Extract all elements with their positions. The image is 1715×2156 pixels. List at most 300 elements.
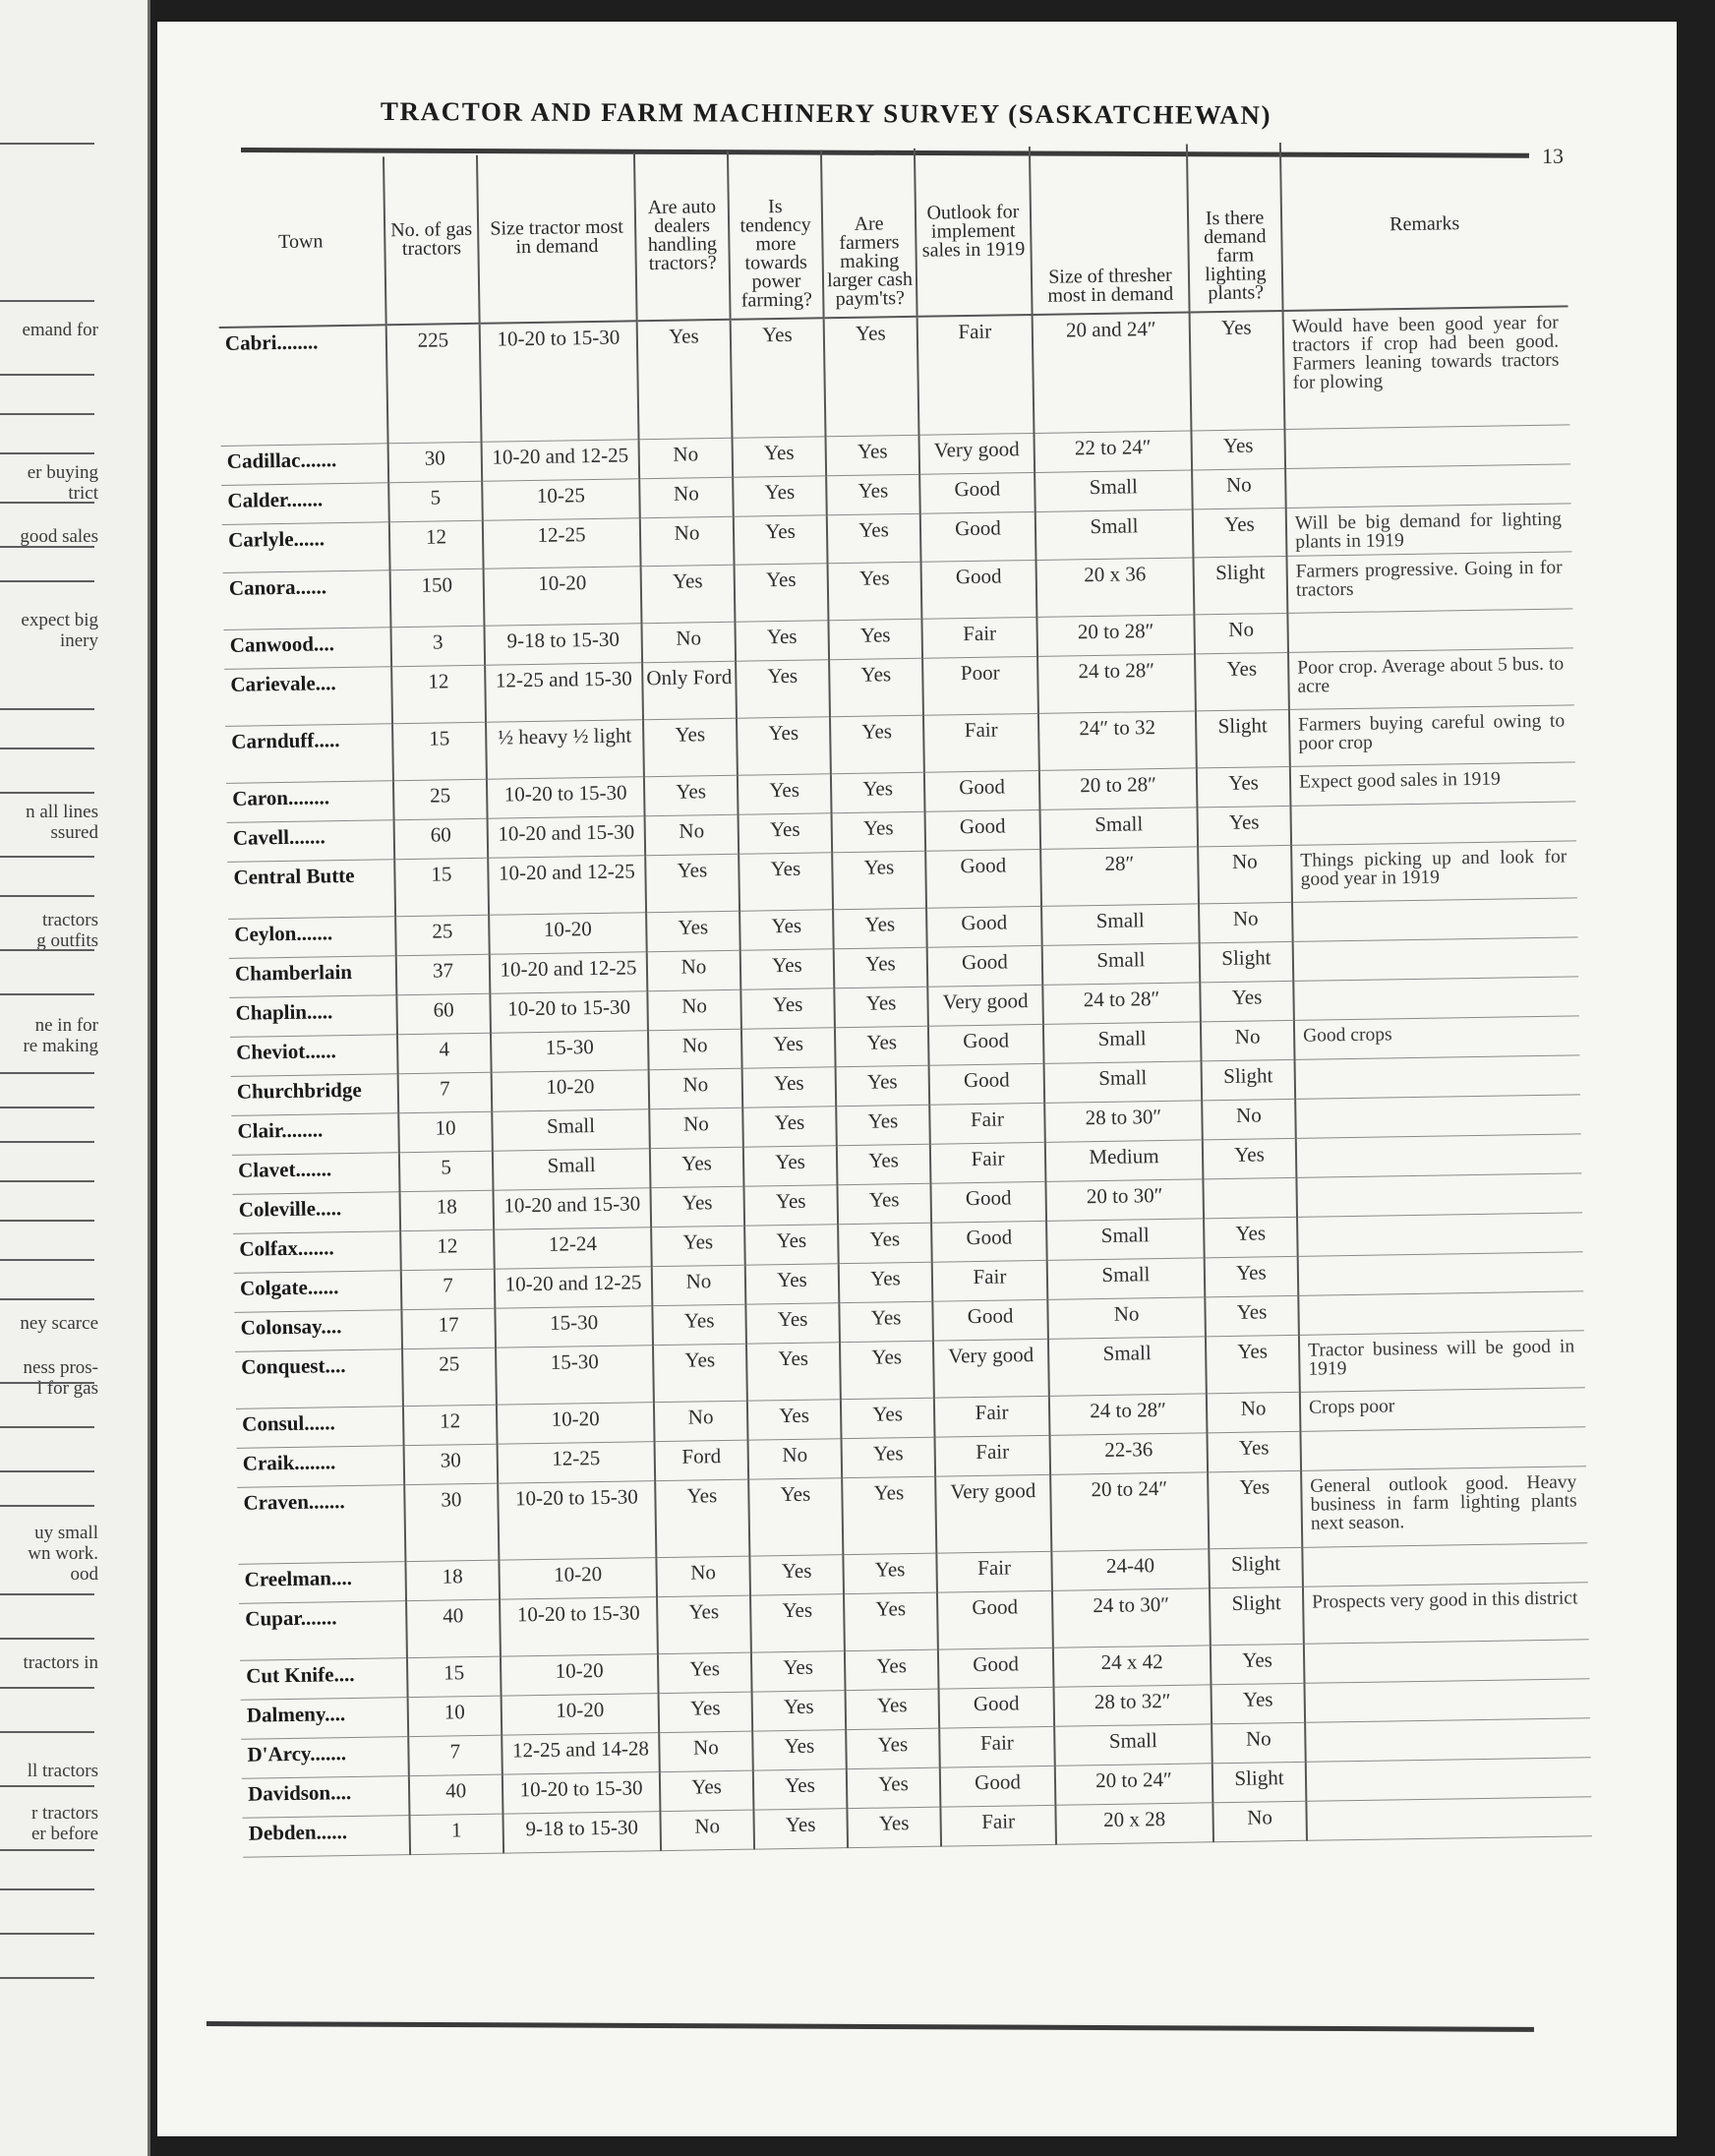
size-cell: 12-25 and 14-28 <box>502 1732 660 1774</box>
left-page-rule <box>0 1470 94 1472</box>
header-auto-dealers: Are auto dealers handling tractors? <box>634 151 731 321</box>
town-cell: Davidson.... <box>242 1775 410 1818</box>
town-cell: Consul...... <box>236 1406 404 1448</box>
remarks-cell <box>1293 976 1579 1020</box>
cash-payments-cell: Yes <box>838 1223 932 1263</box>
thresher-cell: 20 to 28″ <box>1039 767 1198 809</box>
remarks-cell: General outlook good. Heavy business in farm lighting plants next season. <box>1301 1466 1587 1547</box>
auto-dealers-cell: Ford <box>655 1440 749 1480</box>
thresher-cell: Small <box>1054 1723 1212 1766</box>
left-page-rule <box>0 1687 94 1689</box>
lighting-cell: Yes <box>1206 1335 1300 1393</box>
cash-payments-cell: Yes <box>826 474 920 514</box>
thresher-cell: Small <box>1048 1336 1207 1396</box>
lighting-cell: No <box>1212 1722 1306 1763</box>
town-cell: Cavell....... <box>227 819 395 862</box>
lighting-cell: Yes <box>1195 652 1289 710</box>
tractors-cell: 30 <box>404 1444 499 1484</box>
thresher-cell: 20 to 28″ <box>1036 614 1195 656</box>
lighting-cell: No <box>1201 1020 1295 1060</box>
power-farming-cell: Yes <box>747 1399 842 1439</box>
auto-dealers-cell: Yes <box>641 565 736 623</box>
power-farming-cell: Yes <box>745 1263 840 1303</box>
size-cell: 15-30 <box>495 1305 653 1348</box>
left-page-rule <box>0 1259 94 1261</box>
tractors-cell: 12 <box>400 1229 495 1270</box>
left-page-fragment: er buying trict <box>27 462 98 504</box>
thresher-cell: 24 x 42 <box>1053 1645 1212 1687</box>
thresher-cell: 20 x 28 <box>1055 1802 1213 1844</box>
size-cell: 15-30 <box>496 1345 654 1405</box>
size-cell: Small <box>493 1148 651 1190</box>
town-cell: Clavet....... <box>232 1152 400 1194</box>
outlook-cell: Poor <box>922 656 1038 715</box>
remarks-cell <box>1287 608 1573 652</box>
tractors-cell: 30 <box>388 442 483 482</box>
outlook-cell: Fair <box>939 1726 1055 1767</box>
size-cell: 10-20 to 15-30 <box>490 990 648 1033</box>
lighting-cell: Yes <box>1203 1138 1297 1178</box>
thresher-cell: 20 and 24″ <box>1033 312 1192 432</box>
left-page-rule <box>0 856 94 858</box>
cash-payments-cell: Yes <box>828 562 922 620</box>
cash-payments-cell: Yes <box>832 851 926 909</box>
size-cell: 10-20 <box>489 912 647 954</box>
auto-dealers-cell: No <box>660 1810 754 1850</box>
left-page-rule <box>0 143 94 145</box>
power-farming-cell: Yes <box>738 773 832 813</box>
cash-payments-cell: Yes <box>842 1476 936 1554</box>
thresher-cell: No <box>1047 1296 1206 1339</box>
auto-dealers-cell: No <box>641 622 736 662</box>
lighting-cell: Yes <box>1205 1256 1299 1296</box>
auto-dealers-cell: Yes <box>645 854 739 912</box>
cash-payments-cell: Yes <box>841 1398 935 1438</box>
town-cell: Clair........ <box>231 1112 399 1155</box>
lighting-cell: Yes <box>1193 508 1287 557</box>
lighting-cell: Yes <box>1205 1295 1299 1336</box>
cash-payments-cell: Yes <box>827 513 921 563</box>
thresher-cell: 20 to 24″ <box>1050 1471 1209 1551</box>
left-page-rule <box>0 1072 94 1074</box>
outlook-cell: Fair <box>932 1260 1048 1301</box>
cash-payments-cell: Yes <box>847 1807 941 1847</box>
power-farming-cell: Yes <box>746 1342 841 1400</box>
left-page-rule <box>0 1505 94 1507</box>
size-cell: 10-20 to 15-30 <box>480 321 639 441</box>
left-page-rule <box>0 1638 94 1640</box>
outlook-cell: Fair <box>930 1142 1046 1183</box>
cash-payments-cell: Yes <box>830 715 924 773</box>
cash-payments-cell: Yes <box>828 619 922 659</box>
size-cell: 10-20 and 12-25 <box>488 855 646 915</box>
size-cell: 15-30 <box>491 1030 649 1072</box>
remarks-cell <box>1300 1426 1586 1470</box>
town-cell: Cut Knife.... <box>240 1657 408 1700</box>
lighting-cell: Yes <box>1190 311 1285 430</box>
cash-payments-cell: Yes <box>836 1065 930 1106</box>
auto-dealers-cell: No <box>645 814 739 855</box>
lighting-cell: No <box>1199 902 1293 942</box>
left-page-fragment: ne in for re making <box>23 1015 98 1056</box>
outlook-cell: Good <box>926 906 1042 947</box>
lighting-cell: Yes <box>1197 766 1291 807</box>
power-farming-cell: Yes <box>743 1145 838 1185</box>
left-page-rule <box>0 895 94 897</box>
tractors-cell: 5 <box>388 481 483 521</box>
thresher-cell: 22-36 <box>1049 1432 1208 1474</box>
outlook-cell: Very good <box>918 433 1035 474</box>
lighting-cell: No <box>1198 845 1292 903</box>
power-farming-cell: Yes <box>733 436 827 476</box>
power-farming-cell: Yes <box>735 620 829 660</box>
tractors-cell: 25 <box>402 1348 497 1406</box>
left-page-fragment: emand for <box>22 320 98 340</box>
thresher-cell: Small <box>1042 942 1201 985</box>
outlook-cell: Good <box>929 1063 1045 1105</box>
town-cell: Ceylon....... <box>228 916 396 958</box>
cash-payments-cell: Yes <box>839 1262 933 1302</box>
power-farming-cell: No <box>748 1438 843 1478</box>
auto-dealers-cell: Yes <box>657 1595 751 1653</box>
tractors-cell: 40 <box>406 1599 501 1657</box>
thresher-cell: 20 to 30″ <box>1045 1178 1204 1221</box>
town-cell: Calder....... <box>221 482 389 524</box>
size-cell: 12-25 <box>483 517 641 569</box>
auto-dealers-cell: Yes <box>658 1652 752 1693</box>
auto-dealers-cell: Only Ford <box>642 661 737 719</box>
thresher-cell: 24 to 28″ <box>1042 982 1201 1024</box>
page-number: 13 <box>1542 144 1564 168</box>
left-page-fragment: tractors g outfits <box>36 910 98 951</box>
left-page-rule <box>0 1977 94 1979</box>
outlook-cell: Good <box>937 1590 1053 1649</box>
power-farming-cell: Yes <box>740 988 835 1028</box>
tractors-cell: 15 <box>407 1656 502 1697</box>
cash-payments-cell: Yes <box>833 908 927 948</box>
town-cell: Carlyle...... <box>222 521 390 572</box>
outlook-cell: Very good <box>935 1474 1051 1553</box>
tractors-cell: 15 <box>392 722 487 780</box>
outlook-cell: Good <box>921 560 1037 619</box>
size-cell: 10-20 and 15-30 <box>488 815 646 858</box>
auto-dealers-cell: Yes <box>637 320 733 439</box>
size-cell: 9-18 to 15-30 <box>484 623 642 665</box>
remarks-cell <box>1296 1133 1582 1177</box>
town-cell: Central Butte <box>227 859 395 919</box>
remarks-cell: Crops poor <box>1300 1387 1586 1431</box>
left-page-rule <box>0 1731 94 1733</box>
thresher-cell: 24 to 28″ <box>1049 1393 1208 1435</box>
power-farming-cell: Yes <box>742 1066 837 1107</box>
tractors-cell: 30 <box>404 1483 499 1561</box>
left-page-rule <box>0 1785 94 1787</box>
left-page-rule <box>0 300 94 302</box>
left-page-fragment: uy small wn work. ood <box>28 1523 98 1585</box>
outlook-cell: Fair <box>929 1103 1045 1144</box>
town-cell: Cadillac....... <box>221 443 389 485</box>
power-farming-cell: Yes <box>736 659 830 717</box>
remarks-cell <box>1304 1639 1590 1683</box>
thresher-cell: 20 x 36 <box>1035 557 1194 617</box>
outlook-cell: Good <box>920 511 1036 562</box>
lighting-cell: Slight <box>1212 1762 1307 1802</box>
power-farming-cell: Yes <box>749 1554 844 1594</box>
cash-payments-cell: Yes <box>842 1437 936 1477</box>
tractors-cell: 12 <box>389 520 484 569</box>
auto-dealers-cell: Yes <box>650 1147 744 1187</box>
tractors-cell: 225 <box>386 324 482 443</box>
remarks-cell <box>1296 1172 1582 1217</box>
town-cell: Colgate...... <box>234 1270 402 1312</box>
remarks-cell <box>1285 463 1571 508</box>
lighting-cell: Yes <box>1204 1217 1298 1257</box>
power-farming-cell: Yes <box>750 1593 845 1651</box>
lighting-cell: No <box>1192 468 1286 509</box>
town-cell: D'Arcy....... <box>241 1736 409 1778</box>
tractors-cell: 60 <box>394 818 489 859</box>
lighting-cell: No <box>1207 1392 1301 1432</box>
size-cell: 10-20 <box>484 566 642 626</box>
town-cell: Canwood.... <box>224 627 392 669</box>
cash-payments-cell: Yes <box>846 1728 940 1768</box>
outlook-cell: Good <box>925 849 1041 908</box>
header-outlook: Outlook for implement sales in 1919 <box>915 147 1033 317</box>
lighting-cell: Yes <box>1208 1470 1302 1548</box>
lighting-cell: Yes <box>1200 981 1294 1021</box>
left-page-fragment: ll tractors <box>27 1761 98 1781</box>
left-page-rule <box>0 1933 94 1935</box>
left-page-rule <box>0 1888 94 1890</box>
remarks-cell <box>1298 1251 1584 1295</box>
remarks-cell <box>1298 1290 1584 1335</box>
left-page-rule <box>0 708 94 710</box>
size-cell: 10-20 to 15-30 <box>498 1480 656 1560</box>
lighting-cell: No <box>1194 613 1288 653</box>
size-cell: 10-20 <box>501 1653 659 1696</box>
size-cell: ½ heavy ½ light <box>486 719 644 779</box>
left-page-rule <box>0 1426 94 1428</box>
size-cell: 10-20 <box>499 1557 657 1599</box>
lighting-cell: No <box>1202 1099 1296 1139</box>
tractors-cell: 10 <box>398 1111 493 1152</box>
survey-table <box>216 138 1592 1857</box>
left-page-rule <box>0 374 94 376</box>
auto-dealers-cell: Yes <box>646 911 740 951</box>
power-farming-cell: Yes <box>731 318 826 437</box>
auto-dealers-cell: Yes <box>650 1186 744 1227</box>
size-cell: 12-25 <box>498 1441 656 1483</box>
cash-payments-cell: Yes <box>837 1144 931 1184</box>
remarks-cell <box>1305 1717 1591 1762</box>
tractors-cell: 17 <box>401 1308 496 1348</box>
cash-payments-cell: Yes <box>836 1105 930 1145</box>
tractors-cell: 1 <box>409 1814 503 1854</box>
town-cell: Cheviot...... <box>230 1034 398 1076</box>
size-cell: 10-20 <box>497 1402 655 1444</box>
cash-payments-cell: Yes <box>845 1649 939 1690</box>
header-lighting: Is there demand farm lighting plants? <box>1187 143 1283 312</box>
outlook-cell: Fair <box>936 1551 1052 1592</box>
left-page-rule <box>0 792 94 794</box>
remarks-cell: Would have been good year for tractors if crop had been good. Farmers leaning towards tractors for plowing <box>1283 306 1570 429</box>
left-page-rule <box>0 1220 94 1222</box>
size-cell: 10-25 <box>482 478 640 520</box>
outlook-cell: Good <box>940 1766 1056 1807</box>
cash-payments-cell: Yes <box>834 947 928 988</box>
header-remarks: Remarks <box>1280 138 1568 311</box>
thresher-cell: 24 to 30″ <box>1052 1587 1211 1647</box>
power-farming-cell: Yes <box>737 716 831 774</box>
header-thresher: Size of thresher most in demand <box>1030 144 1190 314</box>
tractors-cell: 7 <box>408 1735 503 1775</box>
left-page-rule <box>0 502 94 504</box>
page-title: TRACTOR AND FARM MACHINERY SURVEY (SASKATCHEWAN) <box>380 96 1272 130</box>
outlook-cell: Good <box>930 1181 1046 1223</box>
outlook-cell: Good <box>927 945 1043 987</box>
town-cell: Cupar....... <box>239 1600 407 1660</box>
lighting-cell: Yes <box>1211 1683 1305 1723</box>
cash-payments-cell: Yes <box>834 987 928 1027</box>
tractors-cell: 40 <box>409 1774 503 1815</box>
remarks-cell: Farmers buying careful owing to poor crop <box>1289 704 1575 766</box>
remarks-cell: Tractor business will be good in 1919 <box>1299 1330 1585 1392</box>
remarks-cell <box>1297 1212 1583 1256</box>
tractors-cell: 12 <box>403 1405 498 1445</box>
thresher-cell: Small <box>1035 509 1194 560</box>
town-cell: Cabri........ <box>219 325 388 446</box>
power-farming-cell: Yes <box>739 909 834 949</box>
outlook-cell: Fair <box>940 1805 1056 1846</box>
remarks-cell <box>1293 936 1579 981</box>
thresher-cell: 28″ <box>1040 846 1199 906</box>
left-page-rule <box>0 1107 94 1108</box>
left-page-rule <box>0 580 94 582</box>
left-page-rule <box>0 546 94 548</box>
left-page-rule <box>0 748 94 749</box>
thresher-cell: 24-40 <box>1051 1548 1210 1590</box>
header-town: Town <box>216 156 386 328</box>
town-cell: Carievale.... <box>224 666 392 726</box>
tractors-cell: 4 <box>397 1033 492 1073</box>
tractors-cell: 60 <box>396 993 491 1034</box>
outlook-cell: Very good <box>927 985 1043 1026</box>
outlook-cell: Good <box>938 1647 1054 1689</box>
town-cell: Carnduff..... <box>225 723 393 783</box>
size-cell: 10-20 and 12-25 <box>490 951 648 993</box>
left-page-rule <box>0 1849 94 1851</box>
tractors-cell: 25 <box>393 779 488 819</box>
table-row <box>219 306 1570 446</box>
header-size: Size tractor most in demand <box>477 152 637 323</box>
remarks-cell: Poor crop. Average about 5 bus. to acre <box>1288 647 1574 709</box>
left-page-edge <box>0 0 150 2156</box>
lighting-cell: No <box>1212 1801 1307 1841</box>
town-cell: Craik........ <box>237 1445 405 1487</box>
size-cell: 10-20 and 15-30 <box>493 1187 651 1229</box>
table-body <box>219 306 1592 1856</box>
tractors-cell: 18 <box>405 1560 500 1600</box>
tractors-cell: 37 <box>396 954 491 994</box>
size-cell: 10-20 to 15-30 <box>500 1596 658 1656</box>
cash-payments-cell: Yes <box>835 1026 929 1066</box>
left-page-fragment: good sales <box>20 526 98 547</box>
thresher-cell: Small <box>1041 903 1200 945</box>
outlook-cell: Good <box>939 1687 1055 1728</box>
left-page-rule <box>0 1180 94 1182</box>
left-page-fragment: expect big inery <box>21 610 98 651</box>
auto-dealers-cell: No <box>647 989 741 1030</box>
town-cell: Colfax....... <box>233 1230 401 1273</box>
power-farming-cell: Yes <box>752 1690 847 1730</box>
town-cell: Chaplin..... <box>229 994 397 1037</box>
lighting-cell: Yes <box>1197 806 1291 846</box>
power-farming-cell: Yes <box>740 948 835 988</box>
outlook-cell: Fair <box>934 1396 1050 1437</box>
lighting-cell: Yes <box>1211 1644 1305 1684</box>
lighting-cell: Slight <box>1202 1059 1296 1100</box>
thresher-cell: Small <box>1046 1218 1205 1260</box>
left-page-rule <box>0 1298 94 1300</box>
remarks-cell: Things picking up and look for good year in 1919 <box>1291 840 1577 902</box>
left-page-rule <box>0 1382 94 1384</box>
tractors-cell: 3 <box>390 626 485 666</box>
outlook-cell: Good <box>924 809 1040 851</box>
tractors-cell: 10 <box>408 1696 503 1736</box>
power-farming-cell: Yes <box>734 514 828 564</box>
auto-dealers-cell: Yes <box>643 718 738 776</box>
town-cell: Debden...... <box>242 1815 410 1857</box>
lighting-cell: Yes <box>1191 429 1285 469</box>
size-cell: Small <box>492 1108 650 1151</box>
power-farming-cell: Yes <box>739 852 833 910</box>
town-cell: Craven....... <box>237 1484 405 1564</box>
cash-payments-cell: Yes <box>832 811 926 852</box>
auto-dealers-cell: No <box>652 1265 746 1305</box>
remarks-cell: Farmers progressive. Going in for tractors <box>1286 551 1572 613</box>
town-cell: Colonsay.... <box>234 1309 402 1351</box>
power-farming-cell: Yes <box>742 1106 837 1146</box>
outlook-cell: Good <box>928 1024 1044 1065</box>
remarks-cell <box>1292 897 1578 941</box>
left-page-rule <box>0 452 94 454</box>
auto-dealers-cell: No <box>639 477 734 517</box>
size-cell: 10-20 to 15-30 <box>487 776 645 818</box>
cash-payments-cell: Yes <box>831 772 925 812</box>
outlook-cell: Good <box>924 770 1040 811</box>
town-cell: Caron........ <box>226 780 394 822</box>
thresher-cell: Medium <box>1045 1139 1204 1181</box>
size-cell: 10-20 to 15-30 <box>503 1771 661 1814</box>
auto-dealers-cell: No <box>640 516 735 566</box>
remarks-cell <box>1295 1054 1581 1099</box>
power-farming-cell: Yes <box>741 1027 836 1067</box>
auto-dealers-cell: Yes <box>659 1692 753 1732</box>
thresher-cell: Small <box>1044 1060 1203 1103</box>
remarks-cell <box>1306 1796 1592 1840</box>
left-page-rule <box>0 1593 94 1595</box>
left-page-rule <box>0 993 94 995</box>
remarks-cell <box>1304 1678 1590 1722</box>
size-cell: 10-20 and 12-25 <box>495 1266 653 1308</box>
town-cell: Churchbridge <box>231 1073 399 1115</box>
town-cell: Conquest.... <box>235 1348 403 1408</box>
outlook-cell: Fair <box>921 617 1037 658</box>
thresher-cell: Small <box>1043 1021 1202 1063</box>
tractors-cell: 15 <box>394 858 489 916</box>
tractors-cell: 18 <box>400 1190 495 1230</box>
thresher-cell: 28 to 32″ <box>1053 1684 1212 1726</box>
